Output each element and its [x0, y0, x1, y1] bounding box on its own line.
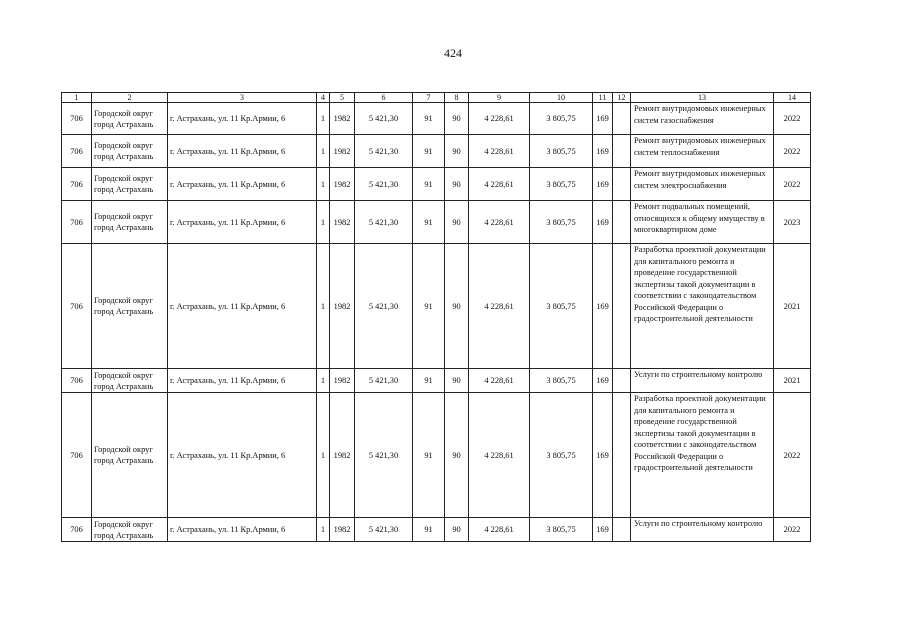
work-type-cell: Услуги по строительному контролю	[631, 369, 774, 393]
col7-cell: 91	[413, 103, 445, 135]
column-header: 10	[530, 93, 593, 103]
area-cell: 5 421,30	[355, 393, 413, 518]
municipality-cell: Городской округ город Астрахань	[92, 168, 168, 201]
table-row	[62, 369, 811, 393]
planned-year-cell: 2022	[774, 135, 811, 168]
planned-year-cell: 2021	[774, 369, 811, 393]
col4-cell: 1	[317, 201, 330, 244]
municipality-cell: Городской округ город Астрахань	[92, 201, 168, 244]
col12-cell	[613, 168, 631, 201]
address-cell: г. Астрахань, ул. 11 Кр.Армии, 6	[168, 244, 317, 369]
col10-cell: 3 805,75	[530, 369, 593, 393]
col4-cell: 1	[317, 393, 330, 518]
work-type-cell: Услуги по строительному контролю	[631, 518, 774, 542]
col9-cell: 4 228,61	[469, 103, 530, 135]
table-row	[62, 201, 811, 244]
column-header: 12	[613, 93, 631, 103]
work-type-cell: Разработка проектной документации для капитального ремонта и проведение государственной экспертизы такой документации в соответствии с законодательством Российской Федерации о градостроительной деятельности	[631, 393, 774, 518]
column-header: 6	[355, 93, 413, 103]
capital-repair-table	[61, 92, 811, 542]
municipality-cell: Городской округ город Астрахань	[92, 369, 168, 393]
address-cell: г. Астрахань, ул. 11 Кр.Армии, 6	[168, 168, 317, 201]
year-cell: 1982	[330, 393, 355, 518]
col4-cell: 1	[317, 168, 330, 201]
col4-cell: 1	[317, 369, 330, 393]
work-type-cell: Разработка проектной документации для капитального ремонта и проведение государственной экспертизы такой документации в соответствии с законодательством Российской Федерации о градостроительной деятельности	[631, 244, 774, 369]
col12-cell	[613, 518, 631, 542]
row-number-cell: 706	[62, 103, 92, 135]
col10-cell: 3 805,75	[530, 244, 593, 369]
column-header: 9	[469, 93, 530, 103]
address-cell: г. Астрахань, ул. 11 Кр.Армии, 6	[168, 201, 317, 244]
planned-year-cell: 2022	[774, 168, 811, 201]
area-cell: 5 421,30	[355, 201, 413, 244]
col8-cell: 90	[445, 369, 469, 393]
col4-cell: 1	[317, 518, 330, 542]
row-number-cell: 706	[62, 168, 92, 201]
row-number-cell: 706	[62, 244, 92, 369]
work-type-cell: Ремонт внутридомовых инженерных систем теплоснабжения	[631, 135, 774, 168]
row-number-cell: 706	[62, 369, 92, 393]
col10-cell: 3 805,75	[530, 393, 593, 518]
col10-cell: 3 805,75	[530, 135, 593, 168]
table-row	[62, 103, 811, 135]
column-header: 4	[317, 93, 330, 103]
col9-cell: 4 228,61	[469, 168, 530, 201]
work-type-cell: Ремонт подвальных помещений, относящихся к общему имуществу в многоквартирном доме	[631, 201, 774, 244]
area-cell: 5 421,30	[355, 518, 413, 542]
year-cell: 1982	[330, 135, 355, 168]
table-row	[62, 518, 811, 542]
col7-cell: 91	[413, 168, 445, 201]
col11-cell: 169	[593, 369, 613, 393]
column-header: 14	[774, 93, 811, 103]
col10-cell: 3 805,75	[530, 518, 593, 542]
col11-cell: 169	[593, 135, 613, 168]
row-number-cell: 706	[62, 135, 92, 168]
col12-cell	[613, 244, 631, 369]
column-header: 3	[168, 93, 317, 103]
year-cell: 1982	[330, 168, 355, 201]
col11-cell: 169	[593, 168, 613, 201]
row-number-cell: 706	[62, 518, 92, 542]
col4-cell: 1	[317, 244, 330, 369]
column-header: 2	[92, 93, 168, 103]
col9-cell: 4 228,61	[469, 369, 530, 393]
year-cell: 1982	[330, 518, 355, 542]
col9-cell: 4 228,61	[469, 393, 530, 518]
column-header: 5	[330, 93, 355, 103]
col8-cell: 90	[445, 168, 469, 201]
col8-cell: 90	[445, 393, 469, 518]
col7-cell: 91	[413, 518, 445, 542]
municipality-cell: Городской округ город Астрахань	[92, 518, 168, 542]
col11-cell: 169	[593, 201, 613, 244]
area-cell: 5 421,30	[355, 369, 413, 393]
planned-year-cell: 2023	[774, 201, 811, 244]
col8-cell: 90	[445, 244, 469, 369]
address-cell: г. Астрахань, ул. 11 Кр.Армии, 6	[168, 369, 317, 393]
year-cell: 1982	[330, 201, 355, 244]
area-cell: 5 421,30	[355, 244, 413, 369]
year-cell: 1982	[330, 244, 355, 369]
col7-cell: 91	[413, 393, 445, 518]
year-cell: 1982	[330, 369, 355, 393]
column-header: 8	[445, 93, 469, 103]
col11-cell: 169	[593, 393, 613, 518]
column-header: 7	[413, 93, 445, 103]
col7-cell: 91	[413, 135, 445, 168]
address-cell: г. Астрахань, ул. 11 Кр.Армии, 6	[168, 518, 317, 542]
col8-cell: 90	[445, 103, 469, 135]
planned-year-cell: 2022	[774, 393, 811, 518]
municipality-cell: Городской округ город Астрахань	[92, 135, 168, 168]
planned-year-cell: 2022	[774, 103, 811, 135]
col8-cell: 90	[445, 201, 469, 244]
col12-cell	[613, 103, 631, 135]
col10-cell: 3 805,75	[530, 168, 593, 201]
table-row	[62, 135, 811, 168]
page-number: 424	[444, 46, 462, 60]
col9-cell: 4 228,61	[469, 135, 530, 168]
col11-cell: 169	[593, 244, 613, 369]
area-cell: 5 421,30	[355, 103, 413, 135]
area-cell: 5 421,30	[355, 135, 413, 168]
address-cell: г. Астрахань, ул. 11 Кр.Армии, 6	[168, 103, 317, 135]
col10-cell: 3 805,75	[530, 201, 593, 244]
planned-year-cell: 2022	[774, 518, 811, 542]
row-number-cell: 706	[62, 393, 92, 518]
table-row	[62, 244, 811, 369]
col10-cell: 3 805,75	[530, 103, 593, 135]
planned-year-cell: 2021	[774, 244, 811, 369]
work-type-cell: Ремонт внутридомовых инженерных систем газоснабжения	[631, 103, 774, 135]
row-number-cell: 706	[62, 201, 92, 244]
municipality-cell: Городской округ город Астрахань	[92, 393, 168, 518]
col11-cell: 169	[593, 518, 613, 542]
area-cell: 5 421,30	[355, 168, 413, 201]
col12-cell	[613, 369, 631, 393]
column-number-header-row	[62, 93, 811, 103]
work-type-cell: Ремонт внутридомовых инженерных систем электроснабжения	[631, 168, 774, 201]
column-header: 11	[593, 93, 613, 103]
column-header: 13	[631, 93, 774, 103]
address-cell: г. Астрахань, ул. 11 Кр.Армии, 6	[168, 393, 317, 518]
col12-cell	[613, 393, 631, 518]
year-cell: 1982	[330, 103, 355, 135]
col7-cell: 91	[413, 201, 445, 244]
municipality-cell: Городской округ город Астрахань	[92, 103, 168, 135]
col12-cell	[613, 135, 631, 168]
col8-cell: 90	[445, 135, 469, 168]
col9-cell: 4 228,61	[469, 518, 530, 542]
address-cell: г. Астрахань, ул. 11 Кр.Армии, 6	[168, 135, 317, 168]
column-header: 1	[62, 93, 92, 103]
col9-cell: 4 228,61	[469, 201, 530, 244]
col12-cell	[613, 201, 631, 244]
col4-cell: 1	[317, 135, 330, 168]
col8-cell: 90	[445, 518, 469, 542]
table-row	[62, 168, 811, 201]
col11-cell: 169	[593, 103, 613, 135]
table-row	[62, 393, 811, 518]
col9-cell: 4 228,61	[469, 244, 530, 369]
municipality-cell: Городской округ город Астрахань	[92, 244, 168, 369]
col7-cell: 91	[413, 369, 445, 393]
col7-cell: 91	[413, 244, 445, 369]
col4-cell: 1	[317, 103, 330, 135]
